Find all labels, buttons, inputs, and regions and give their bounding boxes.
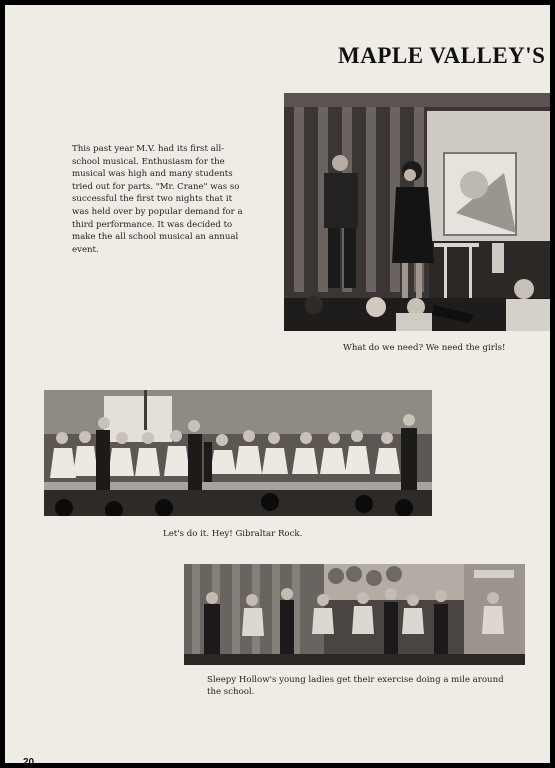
bleed-through-text	[65, 45, 335, 63]
photo-2-caption: Let's do it. Hey! Gibraltar Rock.	[163, 529, 303, 539]
page-number: 20	[23, 757, 35, 768]
photo-exercise	[184, 564, 525, 665]
photo-3-caption: Sleepy Hollow's young ladies get their exercise doing a mile around the school.	[207, 675, 504, 697]
photo-musical-stage	[284, 93, 550, 331]
photo-1-caption: What do we need? We need the girls!	[343, 343, 506, 353]
photo-3-image	[184, 564, 525, 665]
intro-paragraph: This past year M.V. had its first all-school musical. Enthusiasm for the musical was high and many students tried out for parts. "Mr. Crane" was so successful the first two nights that it was held over by popular demand for a third performance. It was decided to make the all school musical an annual event.	[72, 144, 243, 255]
page-heading: MAPLE VALLEY'S	[338, 43, 546, 68]
yearbook-page	[5, 5, 550, 768]
photo-1-image	[284, 93, 550, 331]
photo-chorus-line	[44, 390, 432, 516]
photo-2-image	[44, 390, 432, 516]
